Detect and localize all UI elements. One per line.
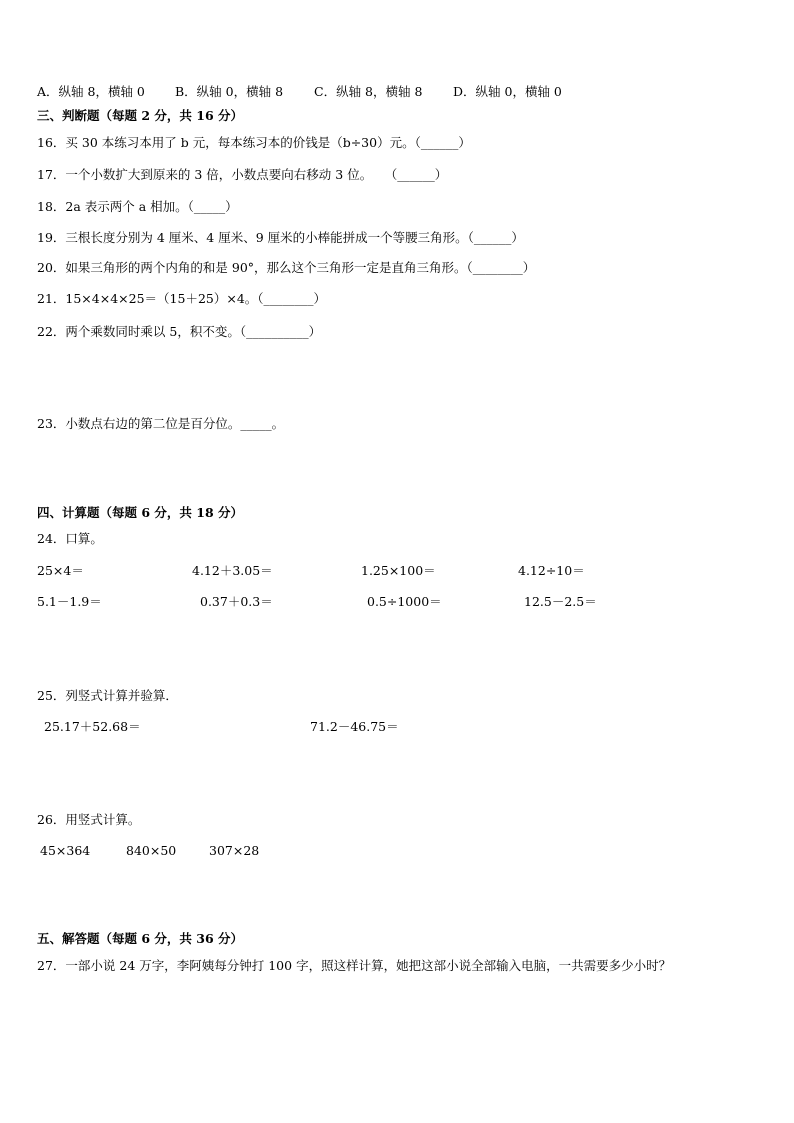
question-19: 19．三根长度分别为 4 厘米、4 厘米、9 厘米的小棒能拼成一个等腰三角形。（______） (37, 230, 524, 245)
vertical-calc-item: 45×364 (40, 843, 91, 858)
oral-calc-item: 4.12÷10＝ (518, 563, 585, 578)
vertical-calc-item: 71.2－46.75＝ (310, 719, 399, 734)
section3-heading: 三、判断题（每题 2 分，共 16 分） (37, 108, 244, 123)
oral-calc-item: 0.5÷1000＝ (367, 594, 442, 609)
question-23: 23．小数点右边的第二位是百分位。_____。 (37, 416, 285, 431)
oral-calc-item: 25×4＝ (37, 563, 84, 578)
question-21: 21．15×4×4×25＝（15＋25）×4。（________） (37, 291, 327, 306)
q15-option-d: D．纵轴 0，横轴 0 (453, 84, 562, 99)
question-16: 16．买 30 本练习本用了 b 元，每本练习本的价钱是（b÷30）元。（______） (37, 135, 471, 150)
question-18: 18．2a 表示两个 a 相加。（_____） (37, 199, 238, 214)
section5-heading: 五、解答题（每题 6 分，共 36 分） (37, 931, 244, 946)
oral-calc-item: 5.1－1.9＝ (37, 594, 102, 609)
oral-calc-item: 4.12＋3.05＝ (192, 563, 273, 578)
q15-option-c: C．纵轴 8，横轴 8 (314, 84, 423, 99)
oral-calc-item: 1.25×100＝ (361, 563, 436, 578)
question-20: 20．如果三角形的两个内角的和是 90°，那么这个三角形一定是直角三角形。（________） (37, 260, 536, 275)
oral-calc-item: 0.37＋0.3＝ (200, 594, 273, 609)
section4-heading: 四、计算题（每题 6 分，共 18 分） (37, 505, 244, 520)
q15-option-b: B．纵轴 0，横轴 8 (175, 84, 284, 99)
vertical-calc-item: 840×50 (126, 843, 177, 858)
question-27: 27．一部小说 24 万字，李阿姨每分钟打 100 字，照这样计算，她把这部小说全部输入电脑，一共需要多少小时？ (37, 958, 672, 973)
question-17: 17．一个小数扩大到原来的 3 倍，小数点要向右移动 3 位。 （______） (37, 167, 448, 182)
oral-calc-item: 12.5－2.5＝ (524, 594, 597, 609)
question-22: 22．两个乘数同时乘以 5，积不变。（__________） (37, 324, 322, 339)
vertical-calc-item: 307×28 (209, 843, 260, 858)
question-25-title: 25．列竖式计算并验算． (37, 688, 178, 703)
vertical-calc-item: 25.17＋52.68＝ (44, 719, 141, 734)
question-24-title: 24．口算。 (37, 531, 103, 546)
q15-option-a: A．纵轴 8，横轴 0 (37, 84, 145, 99)
question-26-title: 26．用竖式计算。 (37, 812, 141, 827)
